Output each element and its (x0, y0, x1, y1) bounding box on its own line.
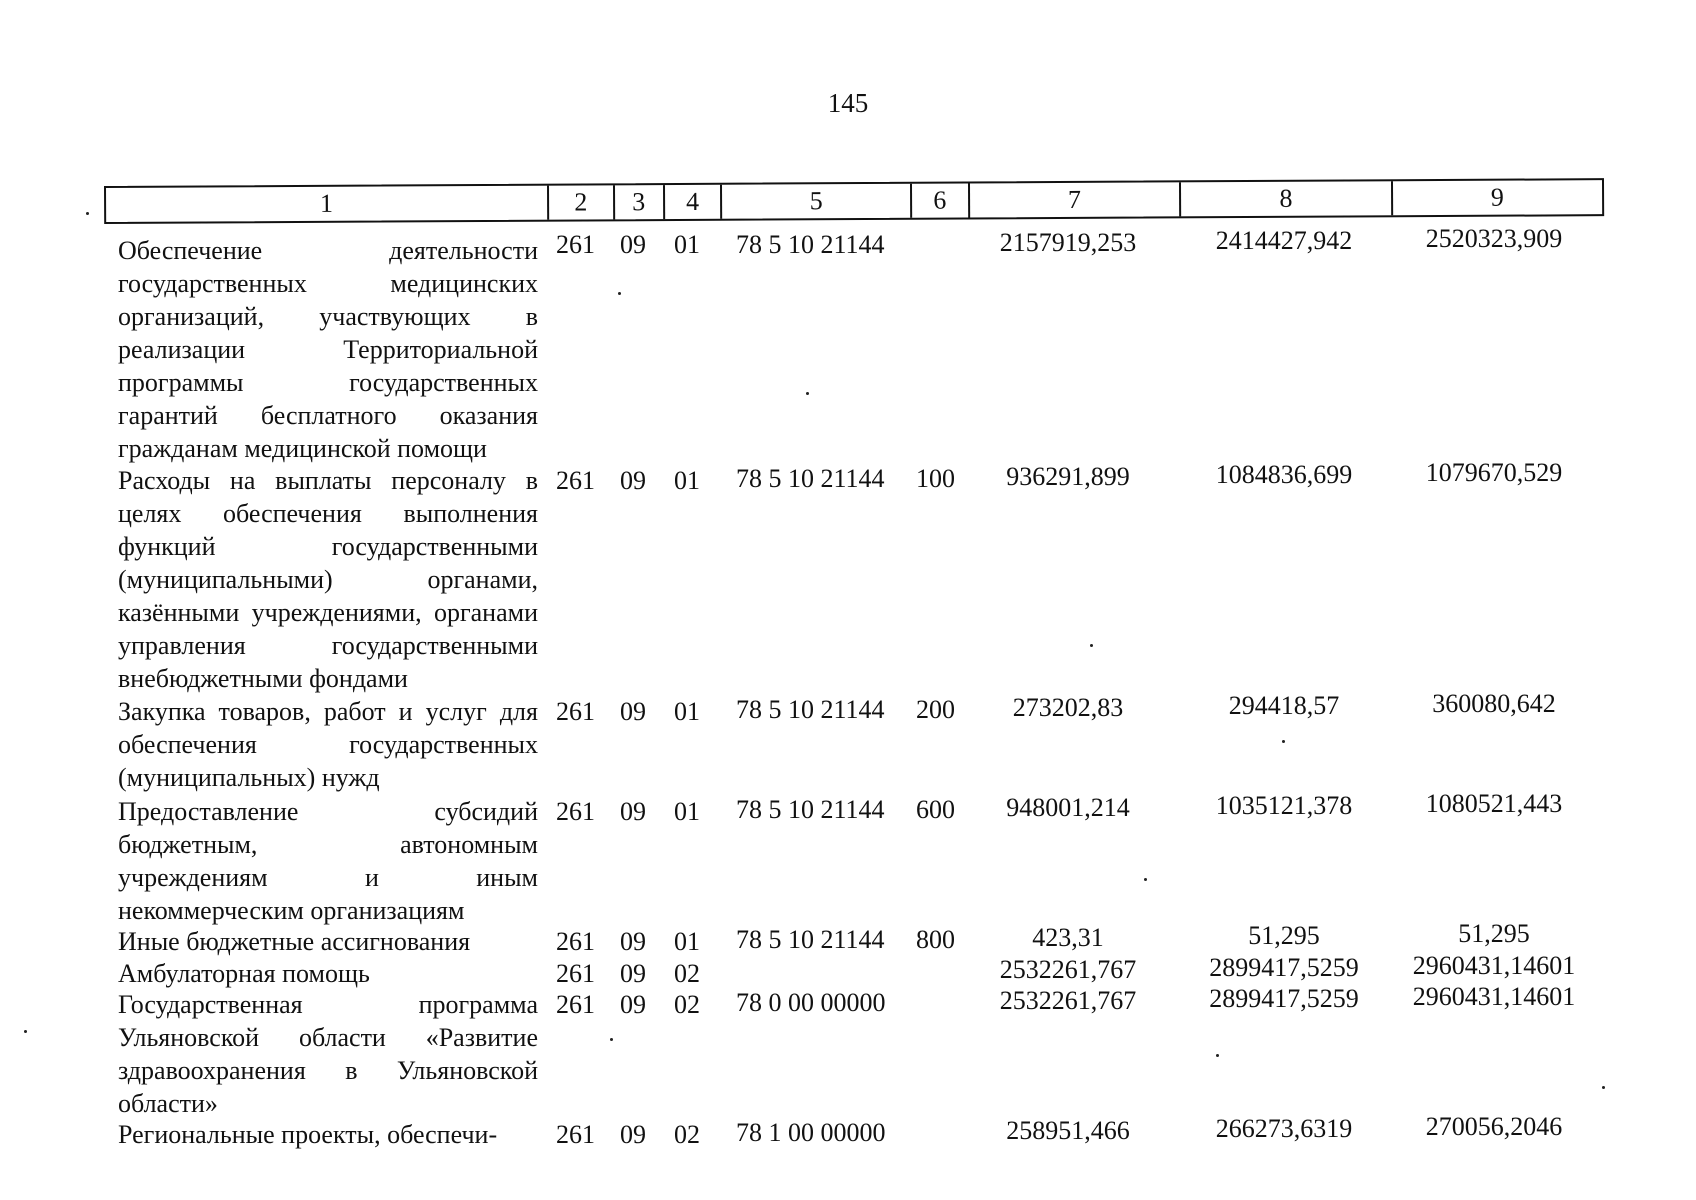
scan-speck (1282, 740, 1285, 743)
row-value-9: 360080,642 (1432, 689, 1556, 718)
scan-speck (618, 292, 621, 295)
row-value-9: 2520323,909 (1425, 224, 1563, 253)
row-code-4: 01 (674, 697, 700, 726)
row-code-5: 78 5 10 21144 (736, 925, 885, 954)
header-col-4: 4 (665, 185, 723, 219)
row-code-5: 78 0 00 00000 (736, 988, 886, 1017)
row-name: Амбулаторная помощь (118, 959, 370, 988)
row-name: Региональные проекты, обеспечи- (118, 1120, 498, 1149)
row-code-4: 01 (674, 230, 700, 259)
row-value-9: 2960431,14601 (1412, 982, 1576, 1011)
row-code-4: 02 (674, 990, 700, 1019)
row-value-8: 266273,6319 (1215, 1114, 1353, 1143)
row-code-3: 09 (620, 466, 646, 495)
row-value-8: 1035121,378 (1215, 791, 1353, 820)
row-value-7: 273202,83 (1012, 693, 1124, 722)
row-code-3: 09 (620, 697, 646, 726)
scan-speck (86, 212, 89, 215)
scan-speck (24, 1030, 27, 1033)
row-value-8: 51,295 (1248, 921, 1320, 950)
row-value-7: 948001,214 (1006, 793, 1130, 822)
row-code-2: 261 (556, 797, 595, 826)
scan-speck (1144, 878, 1147, 881)
row-code-2: 261 (556, 466, 595, 495)
row-code-3: 09 (620, 230, 646, 259)
row-code-6: 200 (916, 695, 955, 724)
row-code-5: 78 5 10 21144 (736, 230, 885, 259)
row-value-8: 1084836,699 (1215, 460, 1353, 489)
row-code-4: 02 (674, 959, 700, 988)
row-code-3: 09 (620, 797, 646, 826)
row-code-4: 02 (674, 1120, 700, 1149)
row-value-7: 936291,899 (1006, 462, 1130, 491)
scan-speck (806, 392, 809, 395)
row-code-6: 100 (916, 464, 955, 493)
row-value-8: 2899417,5259 (1209, 984, 1359, 1013)
row-value-9: 2960431,14601 (1412, 951, 1576, 980)
row-name: Предоставление субсидий бюджетным, автономным учреждениям и иным некоммерческим организациям (118, 797, 538, 925)
row-code-2: 261 (556, 990, 595, 1019)
header-col-3: 3 (615, 185, 665, 219)
row-code-2: 261 (556, 230, 595, 259)
header-col-2: 2 (549, 185, 615, 219)
row-value-9: 1079670,529 (1425, 458, 1563, 487)
row-code-4: 01 (674, 927, 700, 956)
scan-speck (1090, 644, 1093, 647)
row-code-6: 800 (916, 925, 955, 954)
row-code-5: 78 5 10 21144 (736, 464, 885, 493)
page-number: 145 (827, 88, 869, 118)
header-col-1: 1 (106, 186, 549, 222)
header-col-5: 5 (722, 184, 912, 219)
row-value-8: 2899417,5259 (1209, 953, 1359, 982)
row-value-9: 270056,2046 (1425, 1112, 1563, 1141)
scan-speck (1602, 1086, 1605, 1089)
row-code-4: 01 (674, 797, 700, 826)
row-name: Закупка товаров, работ и услуг для обеспечения государственных (муниципальных) нужд (118, 697, 538, 792)
row-value-7: 2532261,767 (999, 986, 1137, 1015)
row-value-7: 258951,466 (1006, 1116, 1130, 1145)
row-code-5: 78 5 10 21144 (736, 695, 885, 724)
row-code-2: 261 (556, 927, 595, 956)
row-value-7: 423,31 (1032, 923, 1104, 952)
row-value-7: 2157919,253 (999, 228, 1137, 257)
scan-speck (610, 1038, 613, 1041)
row-code-5: 78 5 10 21144 (736, 795, 885, 824)
row-value-8: 2414427,942 (1215, 226, 1353, 255)
row-name: Государственная программа Ульяновской области «Развитие здравоохранения в Ульяновской области» (118, 990, 538, 1118)
row-name: Обеспечение деятельности государственных медицинских организаций, участвующих в реализации Территориальной программы государственных гарантий бесплатного оказания гражданам медицинской помощи (118, 236, 538, 463)
row-value-9: 1080521,443 (1425, 789, 1563, 818)
row-value-9: 51,295 (1458, 919, 1530, 948)
row-code-6: 600 (916, 795, 955, 824)
row-code-3: 09 (620, 927, 646, 956)
row-value-8: 294418,57 (1228, 691, 1340, 720)
header-col-7: 7 (970, 182, 1182, 217)
row-value-7: 2532261,767 (999, 955, 1137, 984)
row-code-5: 78 1 00 00000 (736, 1118, 886, 1147)
row-code-2: 261 (556, 697, 595, 726)
header-col-8: 8 (1181, 181, 1393, 216)
row-name: Расходы на выплаты персоналу в целях обеспечения выполнения функций государственными (муниципальными) органами, казёнными учреждениями, органами управления государственными внебюджетными фондами (118, 466, 538, 693)
row-code-4: 01 (674, 466, 700, 495)
header-col-9: 9 (1490, 182, 1504, 212)
row-code-3: 09 (620, 1120, 646, 1149)
row-code-3: 09 (620, 959, 646, 988)
scan-speck (1216, 1054, 1219, 1057)
row-code-2: 261 (556, 1120, 595, 1149)
row-code-3: 09 (620, 990, 646, 1019)
row-code-2: 261 (556, 959, 595, 988)
header-col-6: 6 (912, 183, 970, 217)
row-name: Иные бюджетные ассигнования (118, 927, 471, 956)
